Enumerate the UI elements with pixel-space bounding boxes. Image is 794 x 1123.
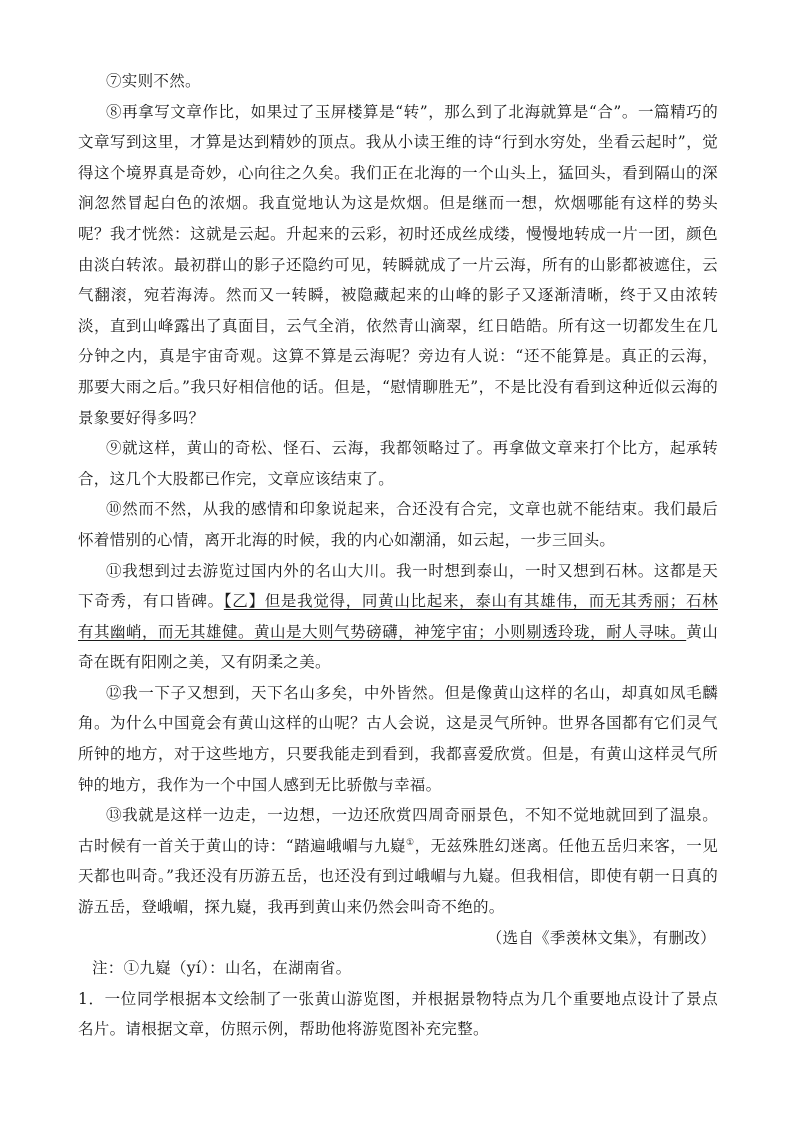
source-citation: （选自《季羡林文集》，有删改） — [486, 928, 716, 947]
paragraph-11-tail: 黄山奇在既有阳刚之美，又有阴柔之美。 — [78, 622, 718, 672]
paragraph-13-text: ⑬我就是这样一边走，一边想，一边还欣赏四周奇丽景色，不知不觉地就回到了温泉。古时候有一首关于黄山的诗：“踏遍峨嵋与九嶷 — [78, 806, 718, 855]
paragraph-12: ⑫我一下子又想到，天下名山多矣，中外皆然。但是像黄山这样的名山，却真如凤毛麟角。为什么中国竟会有黄山这样的山呢？古人会说，这是灵气所钟。世界各国都有它们灵气所钟的地方，对于这些地方，只要我能走到看到，我都喜爱欣赏。但是，有黄山这样灵气所钟的地方，我作为一个中国人感到无比骄傲与幸福。 — [78, 683, 718, 794]
article-body — [78, 66, 718, 1045]
footnote: 注：①九嶷（yí）：山名，在湖南省。 — [92, 959, 352, 978]
paragraph-8: ⑧再拿写文章作比，如果过了玉屏楼算是“转”，那么到了北海就算是“合”。一篇精巧的文章写到这里，才算是达到精妙的顶点。我从小读王维的诗“行到水穷处，坐看云起时”，觉得这个境界真是奇妙，心向往之久矣。我们正在北海的一个山头上，猛回头，看到隔山的深涧忽然冒起白色的浓烟。我直觉地认为这是炊烟。但是继而一想，炊烟哪能有这样的势头呢？我才恍然：这就是云起。升起来的云彩，初时还成丝成缕，慢慢地转成一片一团，颜色由淡白转浓。最初群山的影子还隐约可见，转瞬就成了一片云海，所有的山影都被遮住，云气翻滚，宛若海涛。然而又一转瞬，被隐藏起来的山峰的影子又逐渐清晰，终于又由浓转淡，直到山峰露出了真面目，云气全消，依然青山滴翠，红日皓皓。所有这一切都发生在几分钟之内，真是宇宙奇观。这算不算是云海呢？旁边有人说：“还不能算是。真正的云海，那要大雨之后。”我只好相信他的话。但是，“慰情聊胜无”，不是比没有看到这种近似云海的景象要好得多吗？ — [78, 102, 718, 427]
footnote-marker: ① — [406, 837, 415, 848]
paragraph-7: ⑦实则不然。 — [106, 72, 201, 90]
paragraph-11-text: ⑪我想到过去游览过国内外的名山大川。我一时想到泰山，一时又想到石林。这都是天下奇秀，有口皆碑。 — [78, 561, 718, 611]
paragraph-11 — [78, 556, 718, 678]
paragraph-10: ⑩然而不然，从我的感情和印象说起来，合还没有合完，文章也就不能结束。我们最后怀着惜别的心情，离开北海的时候，我的内心如潮涌，如云起，一步三回头。 — [78, 500, 718, 549]
underlined-passage-yi: 【乙】但是我觉得，同黄山比起来，泰山有其雄伟，而无其秀丽；石林有其幽峭，而无其雄健。黄山是大则气势磅礴，神笼宇宙；小则剔透玲珑，耐人寻味。 — [78, 592, 718, 641]
paragraph-9: ⑨就这样，黄山的奇松、怪石、云海，我都领略过了。再拿做文章来打个比方，起承转合，这几个大股都已作完，文章应该结束了。 — [78, 439, 718, 488]
paragraph-13 — [78, 800, 718, 922]
paragraph-13-tail: ，无兹殊胜幻迷离。任他五岳归来客，一见天都也叫奇。”我还没有历游五岳，也还没有到过峨嵋与九嶷。但我相信，即使有朝一日真的游五岳，登峨嵋，探九嶷，我再到黄山来仍然会叫奇不绝的。 — [78, 836, 718, 917]
question-1: 1．一位同学根据本文绘制了一张黄山游览图，并根据景物特点为几个重要地点设计了景点名片。请根据文章，仿照示例，帮助他将游览图补充完整。 — [78, 989, 718, 1039]
